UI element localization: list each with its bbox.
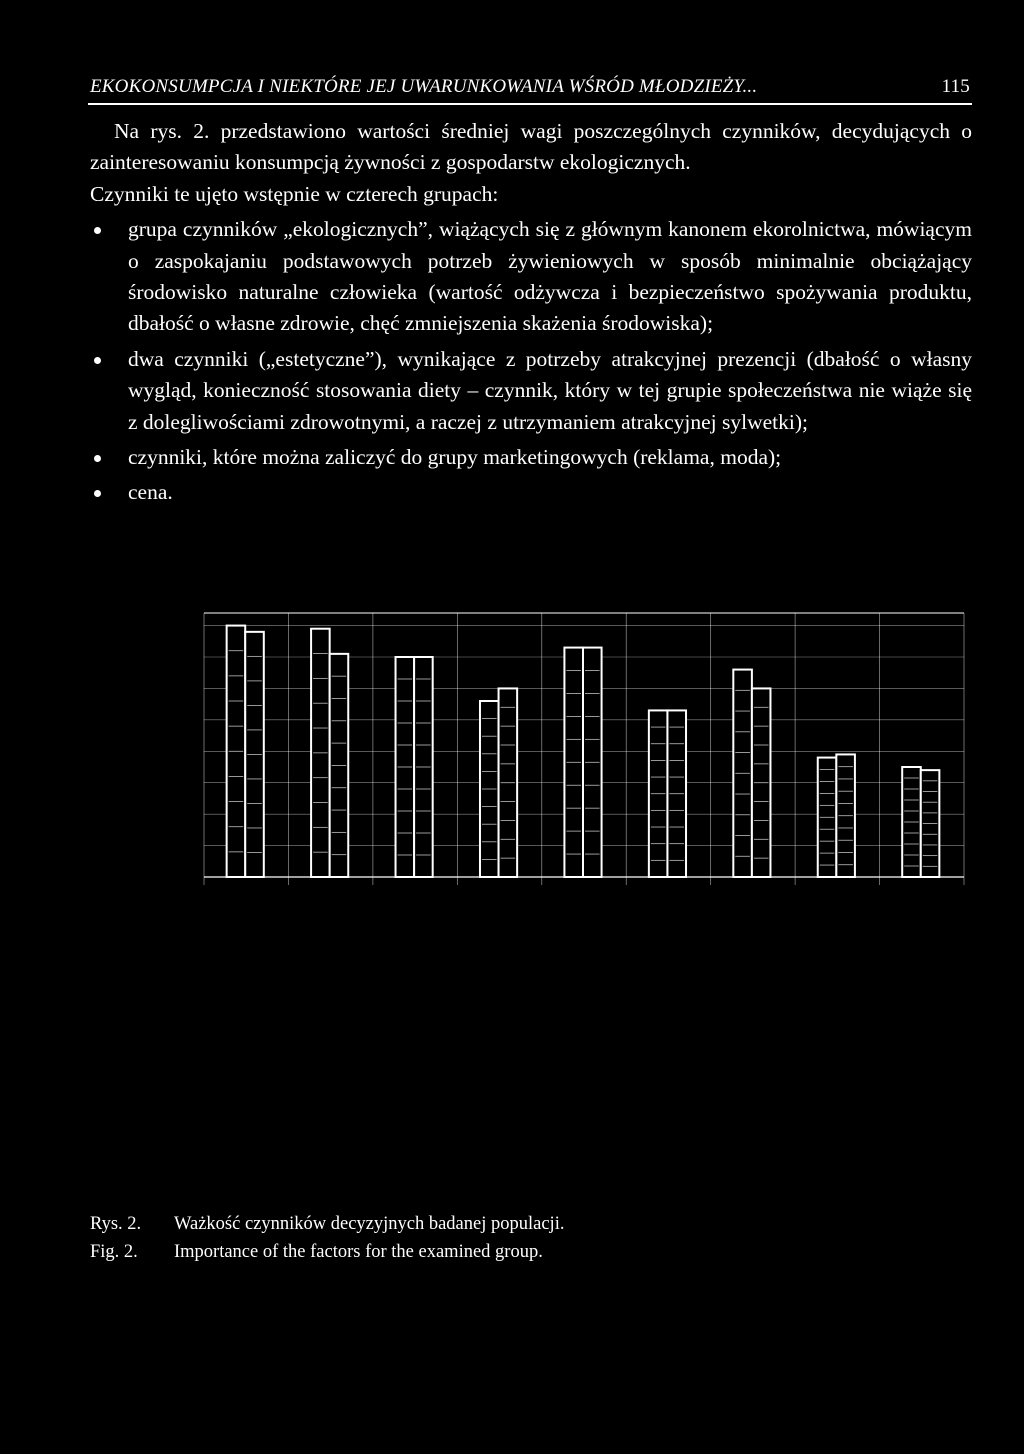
figure-caption-pl [90,1214,564,1235]
list-item-text: cena. [128,480,173,505]
caption-text-pl: Ważkość czynników decyzyjnych badanej populacji. [174,1214,565,1234]
list-item-text: dwa czynniki („estetyczne”), wynikające z potrzeby atrakcyjnej prezencji (dbałość o własny wygląd, konieczność stosowania diety – czynnik, który w tej grupie społeczeństwa nie wiąże się z dolegliwościami zdrowotnymi, a raczej z utrzymaniem atrakcyjnej sylwetki); [128,346,972,434]
list-item [90,442,972,473]
bullet-icon [94,455,101,462]
factor-weight-chart [198,605,970,895]
body-text [90,116,972,509]
running-title: EKOKONSUMPCJA I NIEKTÓRE JEJ UWARUNKOWANIA WŚRÓD MŁODZIEŻY... [90,76,758,97]
groups-intro: Czynniki te ujęto wstępnie w czterech grupach: [90,181,499,206]
bullet-icon [94,490,101,497]
list-item [90,344,972,438]
intro-paragraph: Na rys. 2. przedstawiono wartości średniej wagi poszczególnych czynników, decydujących o zainteresowaniu konsumpcją żywności z gospodarstw ekologicznych. [90,119,972,175]
list-item-text: czynniki, które można zaliczyć do grupy marketingowych (reklama, moda); [128,445,782,470]
caption-label-en: Fig. 2. [90,1242,138,1262]
header-rule [88,103,972,105]
bullet-icon [94,357,101,364]
factor-group-list [90,214,972,509]
bullet-icon [94,227,101,234]
figure-caption-en [90,1242,543,1263]
list-item-text: grupa czynników „ekologicznych”, wiążących się z głównym kanonem ekorolnictwa, mówiącym o zaspokajaniu podstawowych potrzeb żywieniowych w sposób minimalnie obciążający środowisko naturalne człowieka (wartość odżywcza i bezpieczeństwo spożywania produktu, dbałość o własne zdrowie, chęć zmniejszenia skażenia środowiska); [128,217,972,336]
caption-text-en: Importance of the factors for the examined group. [174,1242,543,1262]
page-number: 115 [941,76,970,97]
list-item [90,214,972,340]
running-head [90,76,970,98]
list-item [90,477,972,508]
caption-label-pl: Rys. 2. [90,1214,142,1234]
